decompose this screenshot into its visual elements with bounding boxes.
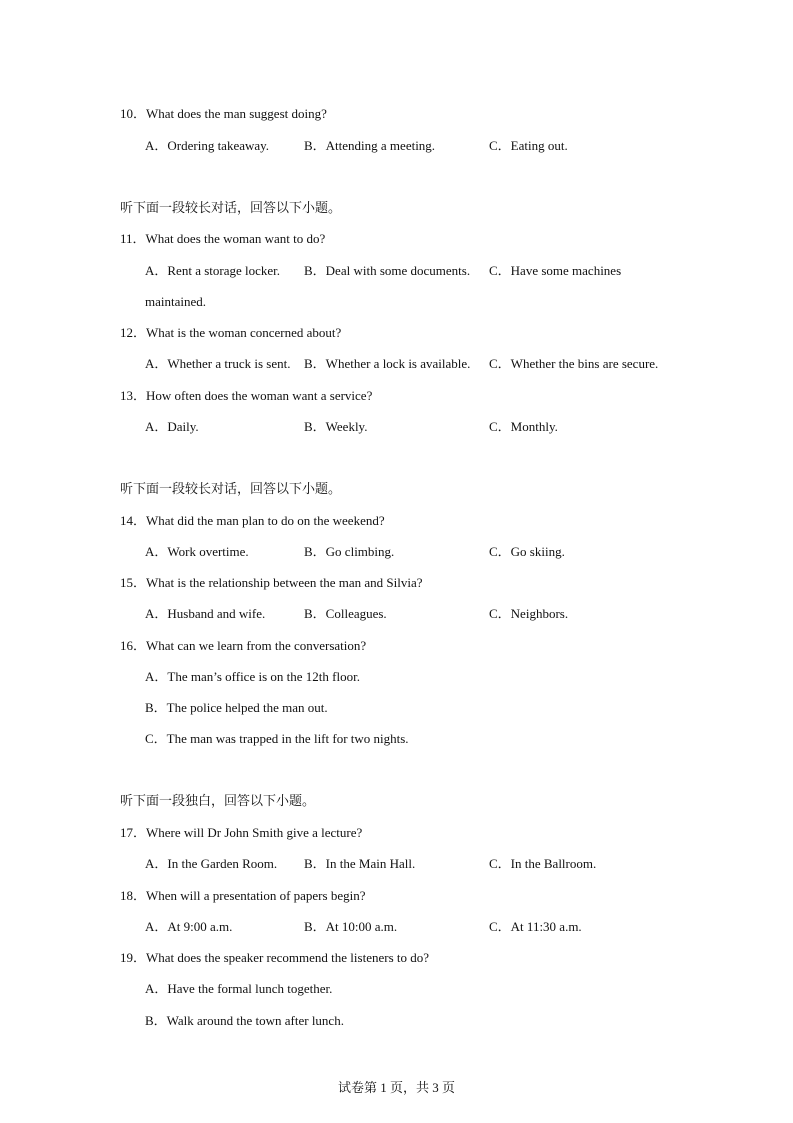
question-stem: 13．How often does the woman want a service? [120,388,373,403]
option-c: C．At 11:30 a.m. [489,919,582,934]
question-stem: 14．What did the man plan to do on the weekend? [120,513,385,528]
question-stem: 16．What can we learn from the conversation? [120,638,367,653]
option-c: C．Whether the bins are secure. [489,356,659,371]
option-c: C．Monthly. [489,419,558,434]
option-a: A．In the Garden Room. [145,856,278,871]
option-b: B．Go climbing. [304,544,395,559]
page-footer: 试卷第 1 页，共 3 页 [337,1080,455,1095]
option-c: C．The man was trapped in the lift for two nights. [145,731,409,746]
option-c: C．In the Ballroom. [489,856,597,871]
option-c: C．Neighbors. [489,606,569,621]
option-a: A．Rent a storage locker. [145,263,281,278]
option-b: B．Deal with some documents. [304,263,471,278]
question-stem: 18．When will a presentation of papers begin? [120,888,366,903]
option-c: C．Go skiing. [489,544,565,559]
option-a: A．At 9:00 a.m. [145,919,233,934]
option-b: B．Attending a meeting. [304,138,436,153]
section-heading: 听下面一段独白，回答以下小题。 [120,793,316,808]
question-stem: 12．What is the woman concerned about? [120,325,342,340]
option-a: A．The man’s office is on the 12th floor. [145,669,360,684]
question-stem: 19．What does the speaker recommend the listeners to do? [120,950,430,965]
option-a: A．Daily. [145,419,199,434]
question-stem: 11．What does the woman want to do? [120,231,326,246]
option-a: A．Husband and wife. [145,606,266,621]
option-b: B．Whether a lock is available. [304,356,471,371]
option-continuation: maintained. [145,294,207,309]
option-c: C．Have some machines [489,263,622,278]
question-stem: 10．What does the man suggest doing? [120,106,327,121]
option-a: A．Whether a truck is sent. [145,356,291,371]
option-b: B．Weekly. [304,419,368,434]
option-b: B．The police helped the man out. [145,700,328,715]
question-stem: 17．Where will Dr John Smith give a lecture? [120,825,363,840]
section-heading: 听下面一段较长对话，回答以下小题。 [120,200,342,215]
option-a: A．Ordering takeaway. [145,138,270,153]
option-b: B．Walk around the town after lunch. [145,1013,344,1028]
option-a: A．Have the formal lunch together. [145,981,333,996]
question-stem: 15．What is the relationship between the man and Silvia? [120,575,423,590]
section-heading: 听下面一段较长对话，回答以下小题。 [120,481,342,496]
option-b: B．In the Main Hall. [304,856,416,871]
option-b: B．At 10:00 a.m. [304,919,398,934]
option-c: C．Eating out. [489,138,568,153]
option-b: B．Colleagues. [304,606,387,621]
option-a: A．Work overtime. [145,544,249,559]
